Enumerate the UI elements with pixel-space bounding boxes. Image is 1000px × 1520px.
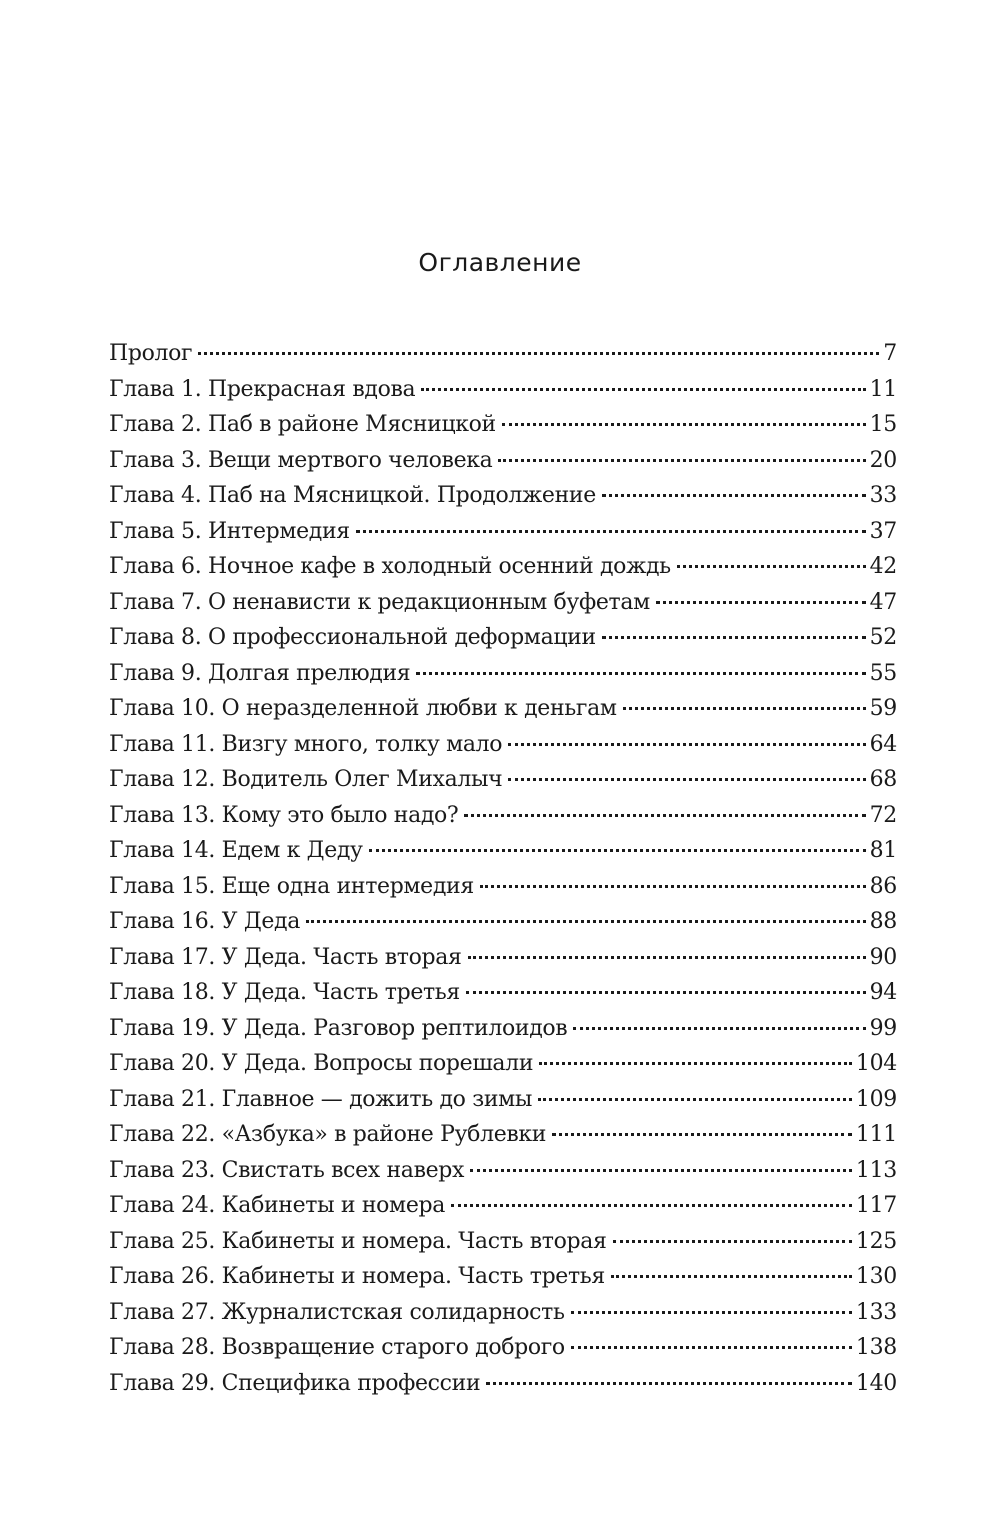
dot-leader: [573, 1027, 865, 1030]
toc-entry-title: Глава 18. У Деда. Часть третья: [109, 980, 460, 1005]
toc-entry: [109, 1046, 897, 1082]
toc-entry-title: Глава 24. Кабинеты и номера: [109, 1193, 445, 1218]
dot-leader: [468, 956, 866, 959]
toc-entry-page-number: 109: [855, 1086, 897, 1112]
toc-entry-title: Пролог: [109, 341, 193, 366]
dot-leader: [552, 1133, 852, 1136]
toc-entry-title: Глава 21. Главное — дожить до зимы: [109, 1086, 533, 1112]
toc-entry-title: Глава 17. У Деда. Часть вторая: [109, 944, 462, 970]
toc-entry-title: Глава 8. О профессиональной деформации: [109, 625, 596, 650]
toc-entry-title: Глава 16. У Деда: [109, 909, 300, 934]
dot-leader: [508, 778, 865, 781]
dot-leader: [198, 352, 879, 355]
dot-leader: [451, 1204, 852, 1207]
dot-leader: [571, 1346, 852, 1349]
dot-leader: [539, 1062, 852, 1065]
toc-entry: [109, 336, 897, 372]
toc-entry-page-number: 11: [869, 376, 897, 402]
toc-entry: [109, 798, 897, 834]
dot-leader: [421, 388, 865, 391]
dot-leader: [571, 1311, 852, 1314]
dot-leader: [623, 707, 866, 710]
toc-entry-page-number: 104: [855, 1051, 897, 1076]
dot-leader: [656, 601, 866, 604]
toc-entry-page-number: 15: [869, 412, 897, 437]
toc-entry: [109, 1295, 897, 1331]
toc-entry: [109, 762, 897, 798]
toc-entry-title: Глава 29. Специфика профессии: [109, 1370, 481, 1396]
toc-entry-page-number: 33: [869, 483, 897, 508]
toc-entry-title: Глава 3. Вещи мертвого человека: [109, 447, 493, 473]
toc-entry-title: Глава 11. Визгу много, толку мало: [109, 731, 503, 757]
toc-entry-title: Глава 26. Кабинеты и номера. Часть третья: [109, 1264, 605, 1289]
toc-entry-page-number: 133: [855, 1299, 897, 1325]
toc-entry-title: Глава 7. О ненависти к редакционным буфетам: [109, 589, 650, 615]
toc-entry-title: Глава 13. Кому это было надо?: [109, 802, 459, 828]
toc-entry-title: Глава 2. Паб в районе Мясницкой: [109, 412, 496, 437]
toc-entry: [109, 372, 897, 408]
toc-entry: [109, 514, 897, 550]
toc-entry: [109, 869, 897, 905]
dot-leader: [538, 1098, 852, 1101]
toc-entry-page-number: 88: [869, 909, 897, 934]
dot-leader: [677, 565, 866, 568]
dot-leader: [466, 991, 866, 994]
toc-entry: [109, 1117, 897, 1153]
toc-entry: [109, 1188, 897, 1224]
toc-entry-page-number: 59: [869, 696, 897, 721]
toc-entry-page-number: 64: [869, 731, 897, 757]
toc-entry-page-number: 47: [869, 589, 897, 615]
toc-entry: [109, 691, 897, 727]
toc-entry-title: Глава 1. Прекрасная вдова: [109, 376, 416, 402]
toc-entry: [109, 1259, 897, 1295]
toc-entry: [109, 1330, 897, 1366]
toc-entry: [109, 1011, 897, 1047]
dot-leader: [602, 494, 866, 497]
dot-leader: [486, 1382, 852, 1385]
toc-entry: [109, 620, 897, 656]
toc-entry-title: Глава 12. Водитель Олег Михалыч: [109, 767, 503, 792]
toc-entry-title: Глава 27. Журналистская солидарность: [109, 1299, 565, 1325]
toc-entry: [109, 585, 897, 621]
toc-entry: [109, 478, 897, 514]
toc-entry-title: Глава 14. Едем к Деду: [109, 838, 363, 863]
toc-entry-title: Глава 23. Свистать всех наверх: [109, 1157, 465, 1183]
dot-leader: [306, 920, 866, 923]
toc-entry: [109, 549, 897, 585]
toc-entry-title: Глава 20. У Деда. Вопросы порешали: [109, 1051, 534, 1076]
toc-entry-page-number: 7: [883, 341, 897, 366]
toc-entry-title: Глава 15. Еще одна интермедия: [109, 873, 474, 899]
toc-entry: [109, 940, 897, 976]
toc-entry-page-number: 94: [869, 980, 897, 1005]
toc-entry-page-number: 52: [869, 625, 897, 650]
toc-entry: [109, 1366, 897, 1402]
toc-entry-title: Глава 22. «Азбука» в районе Рублевки: [109, 1122, 547, 1147]
dot-leader: [369, 849, 866, 852]
toc-entry-title: Глава 28. Возвращение старого доброго: [109, 1335, 565, 1360]
toc-entry-page-number: 117: [855, 1193, 897, 1218]
toc-entry: [109, 407, 897, 443]
toc-entry-page-number: 37: [869, 518, 897, 544]
dot-leader: [356, 530, 866, 533]
dot-leader: [480, 885, 866, 888]
toc-heading: Оглавление: [418, 248, 582, 277]
dot-leader: [611, 1275, 852, 1278]
toc-entry-page-number: 20: [869, 447, 897, 473]
dot-leader: [613, 1240, 852, 1243]
dot-leader: [508, 743, 865, 746]
toc-entry-title: Глава 9. Долгая прелюдия: [109, 660, 411, 686]
dot-leader: [416, 672, 865, 675]
toc-entry-page-number: 42: [869, 554, 897, 579]
toc-entry-page-number: 90: [869, 944, 897, 970]
toc-entry: [109, 727, 897, 763]
toc-entry-page-number: 113: [855, 1157, 897, 1183]
toc-entry-title: Глава 25. Кабинеты и номера. Часть вторая: [109, 1228, 607, 1254]
toc-entry-page-number: 81: [869, 838, 897, 863]
toc-entry: [109, 975, 897, 1011]
toc-entry: [109, 904, 897, 940]
dot-leader: [602, 636, 866, 639]
toc-entry-page-number: 138: [855, 1335, 897, 1360]
toc-entry: [109, 833, 897, 869]
toc-entry-page-number: 99: [869, 1015, 897, 1041]
toc-entry-page-number: 125: [855, 1228, 897, 1254]
toc-entry-page-number: 130: [855, 1264, 897, 1289]
toc-entry: [109, 656, 897, 692]
dot-leader: [464, 814, 865, 817]
toc-entry-title: Глава 19. У Деда. Разговор рептилоидов: [109, 1015, 568, 1041]
toc-entry-page-number: 86: [869, 873, 897, 899]
toc-entry: [109, 1224, 897, 1260]
toc-entry-title: Глава 10. О неразделенной любви к деньгам: [109, 696, 617, 721]
dot-leader: [498, 459, 865, 462]
toc-entry-page-number: 111: [855, 1122, 897, 1147]
toc-entry-title: Глава 6. Ночное кафе в холодный осенний дождь: [109, 554, 671, 579]
toc-entry: [109, 443, 897, 479]
dot-leader: [502, 423, 866, 426]
toc-entry-page-number: 72: [869, 802, 897, 828]
dot-leader: [470, 1169, 852, 1172]
toc-entry-page-number: 55: [869, 660, 897, 686]
toc-list: [109, 336, 897, 1401]
toc-entry-title: Глава 5. Интермедия: [109, 518, 350, 544]
toc-entry-page-number: 68: [869, 767, 897, 792]
toc-entry-title: Глава 4. Паб на Мясницкой. Продолжение: [109, 483, 596, 508]
toc-entry: [109, 1082, 897, 1118]
toc-entry: [109, 1153, 897, 1189]
toc-entry-page-number: 140: [855, 1370, 897, 1396]
